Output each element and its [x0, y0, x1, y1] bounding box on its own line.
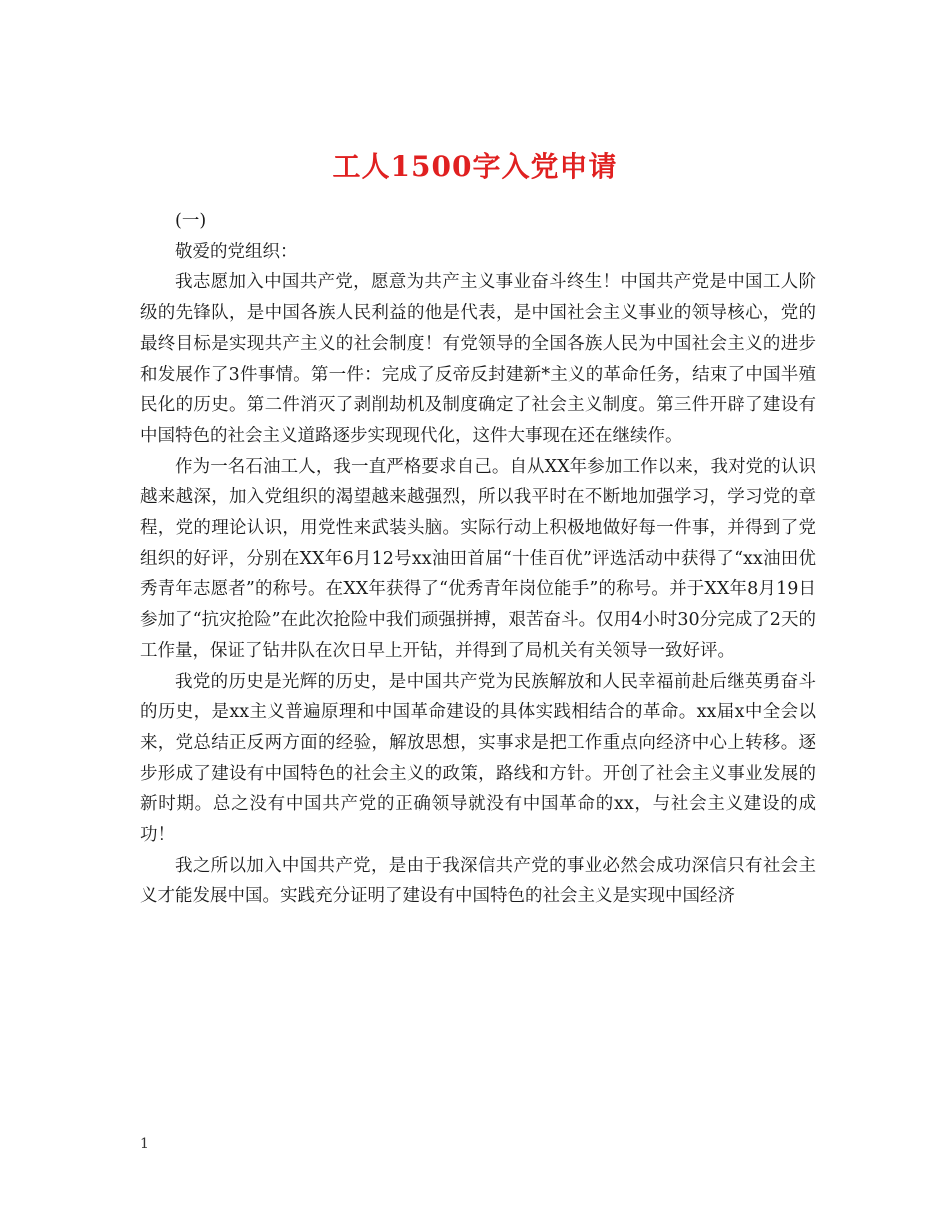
document-body — [140, 206, 816, 912]
document-title: 工人1500字入党申请 — [332, 149, 618, 183]
section-heading: (一) — [175, 211, 207, 231]
paragraph: 我志愿加入中国共产党，愿意为共产主义事业奋斗终生！中国共产党是中国工人阶级的先锋队，是中国各族人民利益的他是代表，是中国社会主义事业的领导核心，党的最终目标是实现共产主义的社会制度！有党领导的全国各族人民为中国社会主义的进步和发展作了3件事情。第一件：完成了反帝反封建新*主义的革命任务，结束了中国半殖民化的历史。第二件消灭了剥削劫机及制度确定了社会主义制度。第三件开辟了建设有中国特色的社会主义道路逐步实现现代化，这件大事现在还在继续作。 — [140, 272, 816, 446]
salutation: 敬爱的党组织： — [175, 241, 298, 262]
paragraph: 作为一名石油工人，我一直严格要求自己。自从XX年参加工作以来，我对党的认识越来越深，加入党组织的渴望越来越强烈，所以我平时在不断地加强学习，学习党的章程，党的理论认识，用党性来武装头脑。实际行动上积极地做好每一件事，并得到了党组织的好评，分别在XX年6月12号xx油田首届“十佳百优”评选活动中获得了“xx油田优秀青年志愿者”的称号。在XX年获得了“优秀青年岗位能手”的称号。并于XX年8月19日参加了“抗灾抢险”在此次抢险中我们顽强拼搏，艰苦奋斗。仅用4小时30分完成了2天的工作量，保证了钻井队在次日早上开钻，并得到了局机关有关领导一致好评。 — [140, 456, 816, 661]
page-number: 1 — [140, 1136, 149, 1152]
paragraph: 我党的历史是光辉的历史，是中国共产党为民族解放和人民幸福前赴后继英勇奋斗的历史，是xx主义普遍原理和中国革命建设的具体实践相结合的革命。xx届x中全会以来，党总结正反两方面的经验，解放思想，实事求是把工作重点向经济中心上转移。逐步形成了建设有中国特色的社会主义的政策，路线和方针。开创了社会主义事业发展的新时期。总之没有中国共产党的正确领导就没有中国革命的xx，与社会主义建设的成功！ — [140, 671, 816, 846]
paragraph: 我之所以加入中国共产党，是由于我深信共产党的事业必然会成功深信只有社会主义才能发展中国。实践充分证明了建设有中国特色的社会主义是实现中国经济 — [140, 855, 816, 907]
